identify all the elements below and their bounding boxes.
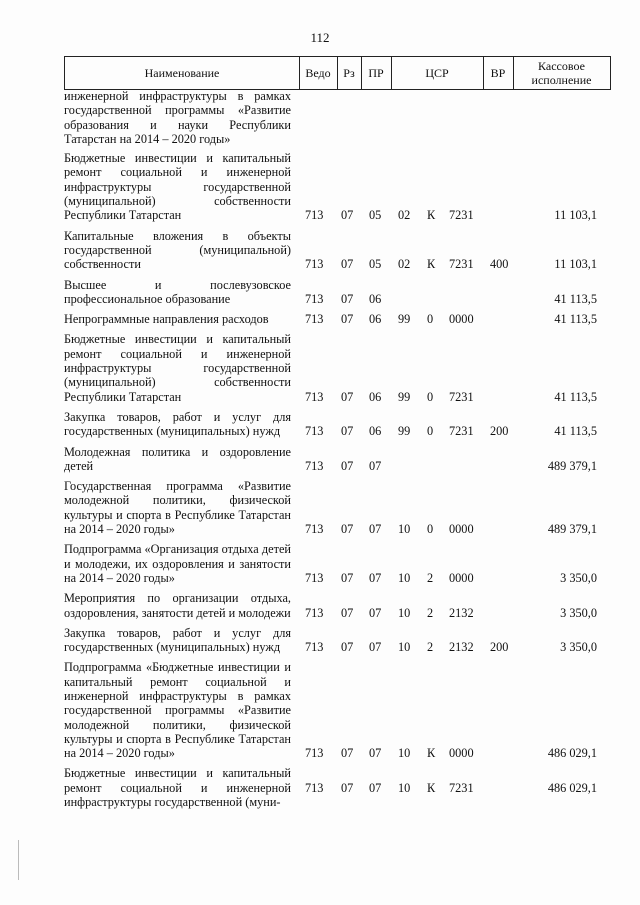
row-csr-direction: 2132 [449, 605, 474, 620]
row-pr: 07 [369, 746, 382, 761]
row-vr: 400 [490, 257, 509, 272]
row-csr-subprogram: К [427, 781, 436, 796]
row-vr: 200 [490, 640, 509, 655]
row-name: Высшее и послевузовское профессиональное образование [64, 277, 291, 306]
row-csr-program: 02 [398, 257, 411, 272]
row-csr-direction: 0000 [449, 312, 474, 327]
header-ved: Ведо [305, 66, 331, 80]
row-pr: 06 [369, 424, 382, 439]
table-row [64, 542, 611, 585]
row-name: Молодежная политика и оздоровление детей [64, 444, 291, 473]
row-csr-direction: 7231 [449, 781, 474, 796]
row-rz: 07 [341, 208, 354, 223]
table-row [64, 660, 611, 760]
row-pr: 07 [369, 570, 382, 585]
row-sum: 41 113,5 [554, 291, 597, 306]
row-csr-program: 02 [398, 208, 411, 223]
row-name: Государственная программа «Развитие молодежной политики, физической культуры и спорта в Республике Татарстан на 2014 – 2020 годы» [64, 479, 291, 537]
table-row [64, 332, 611, 403]
row-sum: 11 103,1 [554, 208, 597, 223]
row-ved: 713 [305, 640, 324, 655]
row-ved: 713 [305, 570, 324, 585]
row-csr-program: 10 [398, 605, 411, 620]
row-rz: 07 [341, 746, 354, 761]
row-csr-subprogram: К [427, 208, 436, 223]
row-pr: 06 [369, 291, 382, 306]
row-sum: 489 379,1 [547, 458, 597, 473]
row-csr-program: 10 [398, 746, 411, 761]
row-ved: 713 [305, 208, 324, 223]
row-ved: 713 [305, 746, 324, 761]
row-sum: 41 113,5 [554, 312, 597, 327]
row-ved: 713 [305, 291, 324, 306]
row-sum: 41 113,5 [554, 424, 597, 439]
row-pr: 05 [369, 208, 382, 223]
row-pr: 07 [369, 781, 382, 796]
table-row [64, 229, 611, 272]
row-csr-subprogram: 0 [427, 389, 434, 404]
row-name: Закупка товаров, работ и услуг для государственных (муниципальных) нужд [64, 625, 291, 655]
row-csr-subprogram: 0 [427, 522, 434, 537]
row-sum: 3 350,0 [560, 570, 597, 585]
row-pr: 07 [369, 458, 382, 473]
row-csr-direction: 7231 [449, 389, 474, 404]
row-name: Капитальные вложения в объекты государственной (муниципальной) собственности [64, 228, 291, 272]
row-csr-subprogram: К [427, 746, 436, 761]
row-ved: 713 [305, 389, 324, 404]
row-ved: 713 [305, 458, 324, 473]
table-row [64, 151, 611, 222]
row-rz: 07 [341, 605, 354, 620]
header-vr: ВР [490, 66, 506, 80]
row-csr-subprogram: 0 [427, 424, 434, 439]
row-pr: 05 [369, 257, 382, 272]
row-rz: 07 [341, 389, 354, 404]
row-csr-program: 99 [398, 312, 411, 327]
row-vr: 200 [490, 424, 509, 439]
row-rz: 07 [341, 570, 354, 585]
row-csr-program: 99 [398, 389, 411, 404]
row-sum: 486 029,1 [547, 746, 597, 761]
row-rz: 07 [341, 257, 354, 272]
table-row [64, 479, 611, 536]
table-row [64, 89, 611, 146]
row-csr-subprogram: 0 [427, 312, 434, 327]
table-header [64, 56, 611, 90]
scan-margin-mark [18, 840, 19, 880]
row-rz: 07 [341, 424, 354, 439]
row-rz: 07 [341, 458, 354, 473]
row-csr-direction: 2132 [449, 640, 474, 655]
table-row [64, 278, 611, 307]
row-ved: 713 [305, 312, 324, 327]
table-body [64, 89, 611, 905]
row-csr-subprogram: 2 [427, 570, 434, 585]
row-pr: 07 [369, 522, 382, 537]
row-name: Бюджетные инвестиции и капитальный ремонт социальной и инженерной инфраструктуры государственной (муниципальной) собственности Республики Татарстан [64, 151, 291, 223]
row-ved: 713 [305, 257, 324, 272]
table-row [64, 445, 611, 474]
row-sum: 11 103,1 [554, 257, 597, 272]
row-rz: 07 [341, 640, 354, 655]
row-name: инженерной инфраструктуры в рамках государственной программы «Развитие образования и науки Республики Татарстан на 2014 – 2020 годы» [64, 89, 291, 146]
row-csr-program: 99 [398, 424, 411, 439]
row-csr-subprogram: 2 [427, 605, 434, 620]
row-name: Бюджетные инвестиции и капитальный ремонт социальной и инженерной инфраструктуры государственной (муни- [64, 766, 291, 810]
row-pr: 07 [369, 605, 382, 620]
row-rz: 07 [341, 312, 354, 327]
row-csr-direction: 7231 [449, 208, 474, 223]
table-row [64, 410, 611, 439]
row-csr-direction: 0000 [449, 522, 474, 537]
row-csr-subprogram: К [427, 257, 436, 272]
header-pr: ПР [368, 66, 384, 80]
row-ved: 713 [305, 605, 324, 620]
row-pr: 06 [369, 389, 382, 404]
row-csr-program: 10 [398, 570, 411, 585]
header-rz: Рз [343, 66, 355, 80]
table-row [64, 626, 611, 655]
row-sum: 486 029,1 [547, 781, 597, 796]
row-sum: 41 113,5 [554, 389, 597, 404]
row-name: Закупка товаров, работ и услуг для государственных (муниципальных) нужд [64, 409, 291, 439]
row-ved: 713 [305, 424, 324, 439]
row-name: Бюджетные инвестиции и капитальный ремонт социальной и инженерной инфраструктуры государственной (муниципальной) собственности Республики Татарстан [64, 332, 291, 404]
row-csr-program: 10 [398, 640, 411, 655]
row-sum: 3 350,0 [560, 605, 597, 620]
row-rz: 07 [341, 291, 354, 306]
header-name: Наименование [144, 66, 220, 80]
row-csr-program: 10 [398, 522, 411, 537]
row-sum: 489 379,1 [547, 522, 597, 537]
row-sum: 3 350,0 [560, 640, 597, 655]
row-name: Подпрограмма «Бюджетные инвестиции и капитальный ремонт социальной и инженерной инфраструктуры в рамках государственной программы «Развитие молодежной политики, физической культуры и спорта в Республике Татарстан на 2014 – 2020 годы» [64, 660, 291, 761]
row-csr-direction: 0000 [449, 746, 474, 761]
row-name: Подпрограмма «Организация отдыха детей и молодежи, их оздоровления и занятости на 2014 – 2020 годы» [64, 542, 291, 585]
row-csr-program: 10 [398, 781, 411, 796]
header-total: Кассовое исполнение [531, 59, 592, 87]
row-ved: 713 [305, 522, 324, 537]
row-rz: 07 [341, 522, 354, 537]
table-row [64, 766, 611, 809]
row-pr: 06 [369, 312, 382, 327]
row-csr-direction: 0000 [449, 570, 474, 585]
page-number: 112 [310, 30, 330, 45]
table-row [64, 591, 611, 620]
table-row [64, 312, 611, 326]
row-pr: 07 [369, 640, 382, 655]
row-name: Непрограммные направления расходов [64, 312, 269, 327]
row-csr-subprogram: 2 [427, 640, 434, 655]
header-csr: ЦСР [425, 66, 449, 80]
row-csr-direction: 7231 [449, 257, 474, 272]
row-name: Мероприятия по организации отдыха, оздоровления, занятости детей и молодежи [64, 591, 291, 620]
row-csr-direction: 7231 [449, 424, 474, 439]
row-ved: 713 [305, 781, 324, 796]
row-rz: 07 [341, 781, 354, 796]
